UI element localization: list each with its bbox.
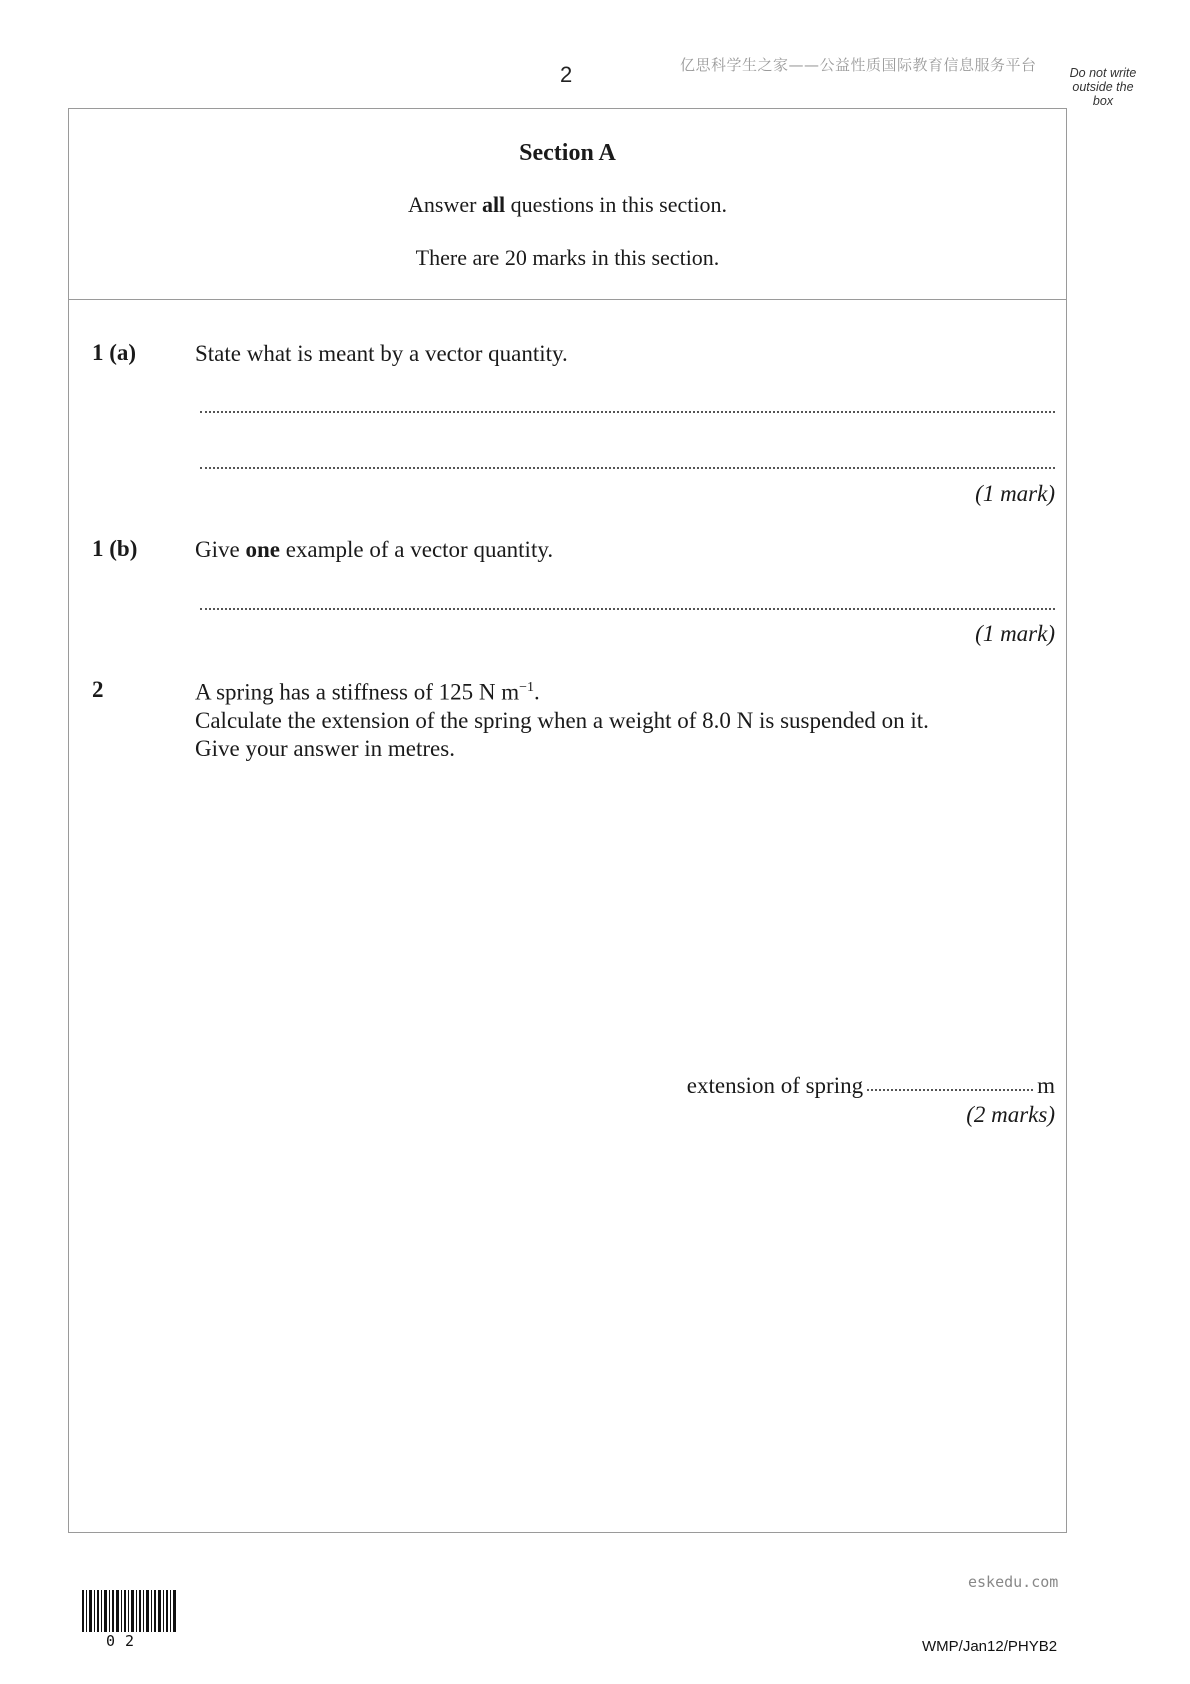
question-2-line-3: Give your answer in metres. (195, 735, 455, 761)
answer-line-1a-2[interactable] (200, 467, 1055, 469)
page-number: 2 (560, 62, 573, 87)
question-text: example of a vector quantity. (279, 537, 554, 562)
instruction-text: Answer (408, 192, 482, 217)
section-title: Section A (519, 140, 616, 166)
sentence-end: . (534, 679, 540, 705)
margin-note (1062, 66, 1144, 108)
barcode-digits: 02 (106, 1632, 145, 1650)
marks-1a: (1 mark) (975, 481, 1055, 506)
footer-url: eskedu.com (968, 1573, 1059, 1591)
barcode-icon (82, 1590, 176, 1632)
section-divider (68, 299, 1067, 300)
paper-code: WMP/Jan12/PHYB2 (922, 1638, 1058, 1655)
marks-2: (2 marks) (966, 1102, 1055, 1127)
question-2-line-1 (195, 674, 929, 707)
question-2-line-2: Calculate the extension of the spring when a weight of 8.0 N is suspended on it. (195, 707, 929, 733)
question-text-1a: State what is meant by a vector quantity. (195, 341, 568, 366)
instruction-text: questions in this section. (505, 192, 727, 217)
question-number-1b: 1 (b) (92, 536, 138, 561)
margin-note-line: box (1092, 94, 1114, 108)
answer-line-1a-1[interactable] (200, 411, 1055, 413)
question-text: Give (195, 537, 246, 562)
answer-line-1b[interactable] (200, 608, 1055, 610)
answer-field-2[interactable] (867, 1089, 1033, 1091)
section-marks-note: There are 20 marks in this section. (415, 245, 720, 270)
stiffness-text: A spring has a stiffness of 125 N m (195, 679, 520, 705)
question-emphasis: one (245, 537, 280, 562)
watermark-text: 亿思科学生之家——公益性质国际教育信息服务平台 (680, 56, 1037, 74)
unit-exponent: −1 (519, 680, 535, 695)
answer-label: extension of spring (686, 1073, 864, 1098)
answer-box-frame (68, 108, 1067, 1533)
section-instruction (68, 192, 1067, 218)
question-text-1b (195, 536, 553, 564)
question-text-2 (195, 674, 929, 763)
instruction-emphasis: all (481, 192, 506, 217)
margin-note-line: Do not write (1069, 66, 1137, 80)
answer-row-2 (687, 1073, 1055, 1099)
margin-note-line: outside the (1072, 80, 1134, 94)
marks-1b: (1 mark) (975, 621, 1055, 646)
question-number-1a: 1 (a) (92, 340, 137, 365)
question-number-2: 2 (92, 677, 104, 702)
answer-unit: m (1037, 1073, 1055, 1098)
